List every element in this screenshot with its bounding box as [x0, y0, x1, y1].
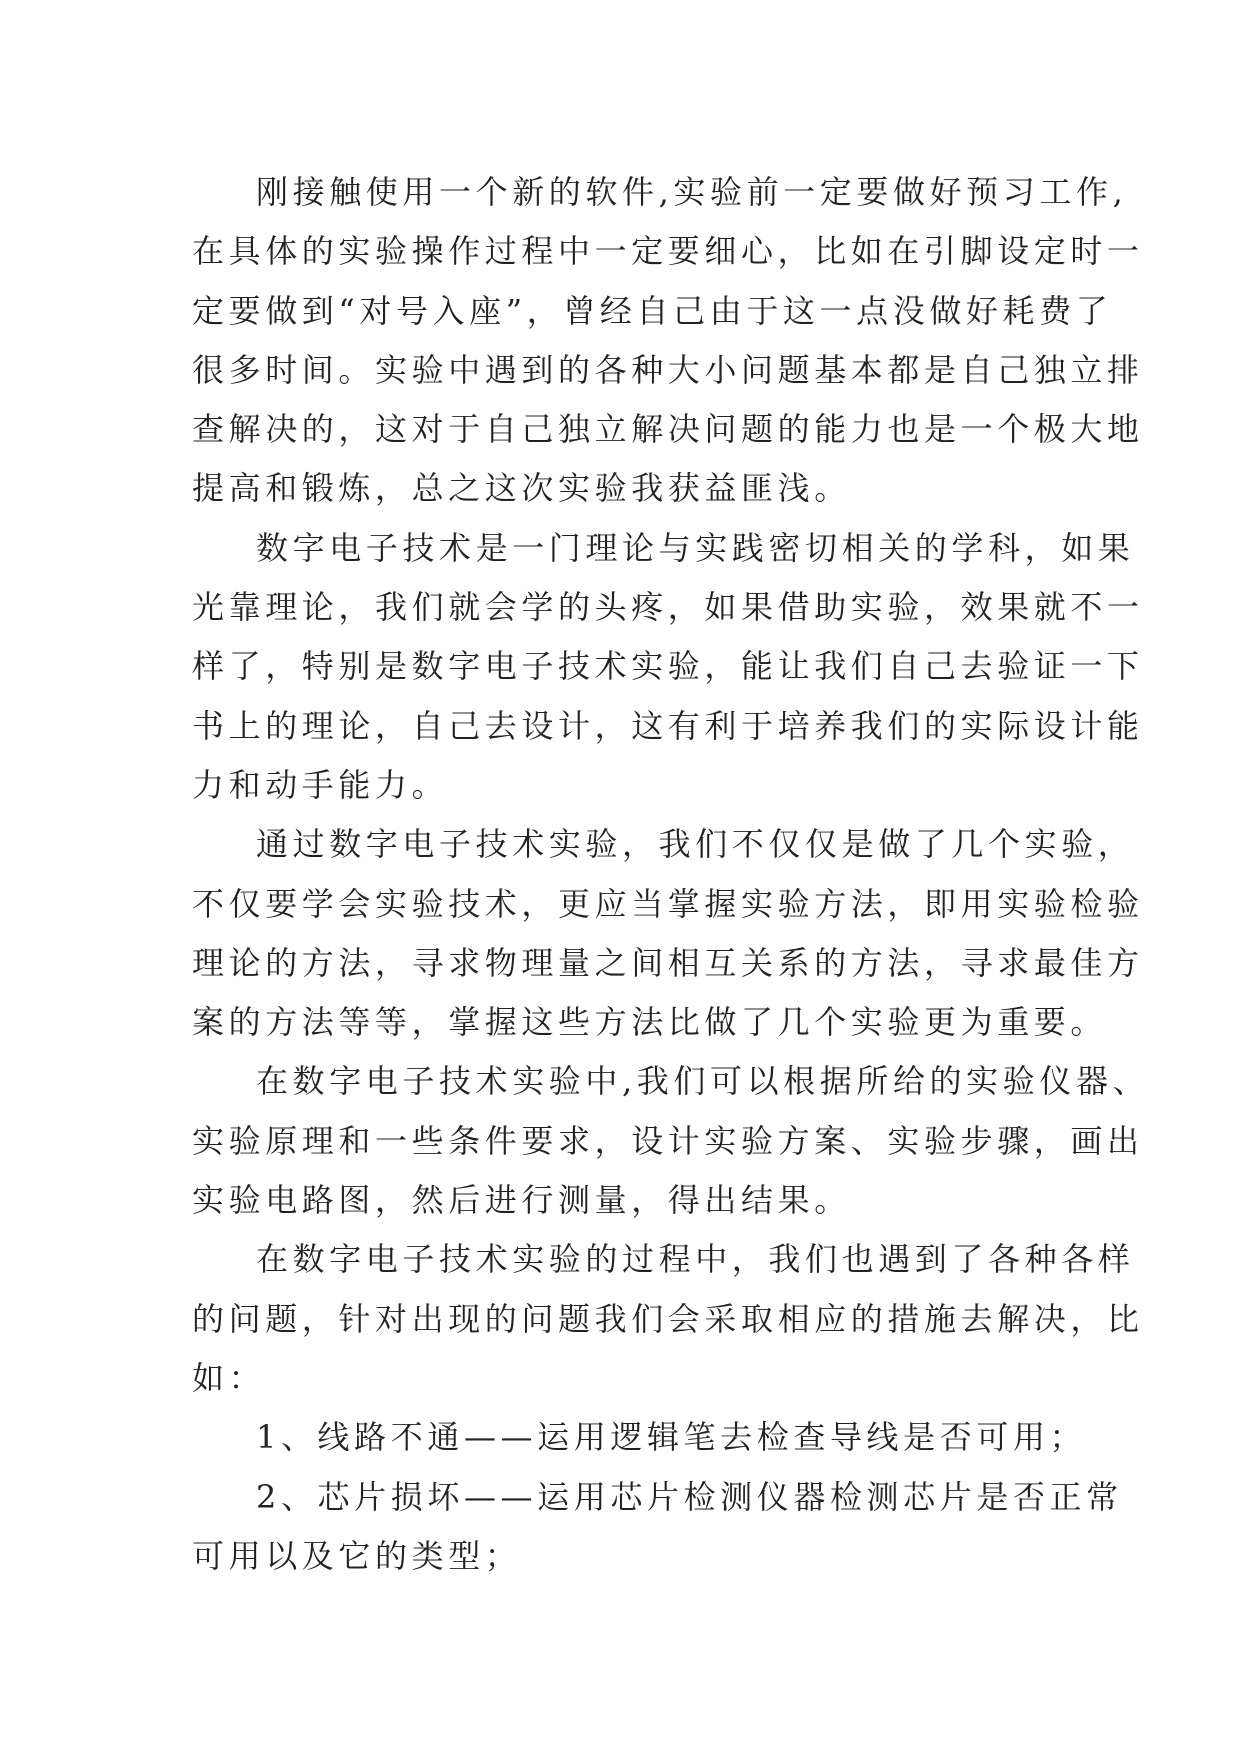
paragraph-line: 定要做到“对号入座”，曾经自己由于这一点没做好耗费了 [192, 291, 1113, 330]
list-item: 1、线路不通——运用逻辑笔去检查导线是否可用； [256, 1418, 1087, 1457]
paragraph-line: 理论的方法，寻求物理量之间相互关系的方法，寻求最佳方 [192, 943, 1144, 982]
paragraph-line: 力和动手能力。 [192, 765, 449, 804]
paragraph-line: 很多时间。实验中遇到的各种大小问题基本都是自己独立排 [192, 350, 1144, 389]
paragraph-line: 如： [192, 1358, 266, 1397]
paragraph-line: 的问题，针对出现的问题我们会采取相应的措施去解决，比 [192, 1299, 1144, 1338]
paragraph-line: 不仅要学会实验技术，更应当掌握实验方法，即用实验检验 [192, 884, 1144, 923]
paragraph-line: 查解决的，这对于自己独立解决问题的能力也是一个极大地 [192, 410, 1144, 449]
paragraph-line: 在数字电子技术实验的过程中，我们也遇到了各种各样 [256, 1240, 1135, 1279]
paragraph-line: 案的方法等等，掌握这些方法比做了几个实验更为重要。 [192, 1003, 1108, 1042]
paragraph-line: 实验电路图，然后进行测量，得出结果。 [192, 1181, 851, 1220]
paragraph-line: 书上的理论，自己去设计，这有利于培养我们的实际设计能 [192, 706, 1144, 745]
paragraph-line: 提高和锻炼，总之这次实验我获益匪浅。 [192, 469, 851, 508]
list-item-continuation: 可用以及它的类型； [192, 1536, 522, 1575]
document-body [192, 163, 1150, 1586]
paragraph-line: 通过数字电子技术实验，我们不仅仅是做了几个实验， [256, 825, 1135, 864]
paragraph-line: 在数字电子技术实验中,我们可以根据所给的实验仪器、 [256, 1062, 1150, 1101]
list-item: 2、芯片损坏——运用芯片检测仪器检测芯片是否正常 [256, 1477, 1123, 1516]
paragraph-line: 样了，特别是数字电子技术实验，能让我们自己去验证一下 [192, 647, 1144, 686]
paragraph-line: 数字电子技术是一门理论与实践密切相关的学科，如果 [256, 528, 1135, 567]
paragraph-line: 光靠理论，我们就会学的头疼，如果借助实验，效果就不一 [192, 588, 1144, 627]
paragraph-line: 在具体的实验操作过程中一定要细心，比如在引脚设定时一 [192, 232, 1144, 271]
paragraph-line: 刚接触使用一个新的软件,实验前一定要做好预习工作, [256, 173, 1128, 211]
paragraph-line: 实验原理和一些条件要求，设计实验方案、实验步骤，画出 [192, 1121, 1144, 1160]
